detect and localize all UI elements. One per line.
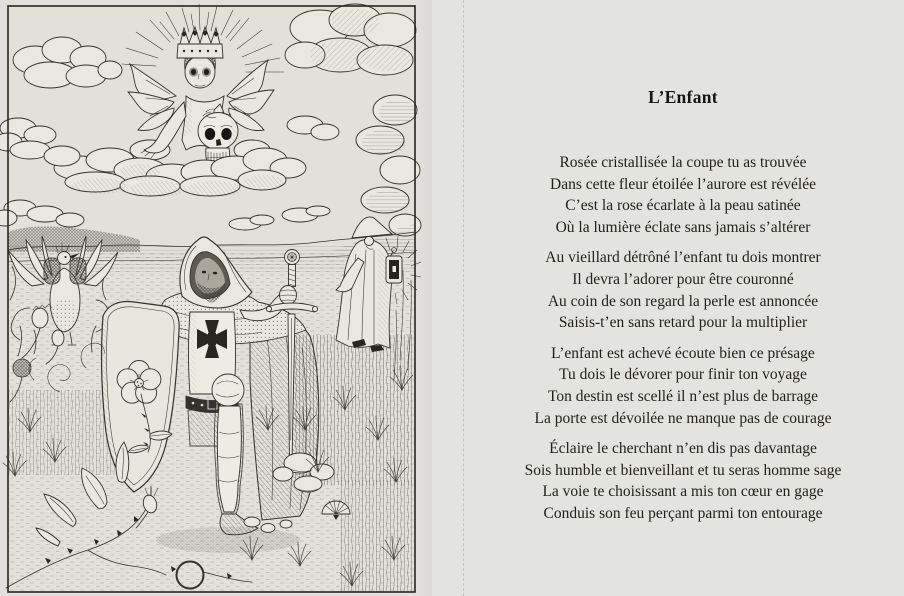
grass-icon	[340, 480, 415, 592]
poem-line: Tu dois le dévorer pour finir ton voyage	[559, 366, 807, 384]
knee-armor-icon	[212, 374, 244, 406]
stanza	[462, 438, 904, 524]
poem-line: L’enfant est achevé écoute bien ce présage	[551, 344, 815, 362]
greave-armor	[217, 406, 241, 512]
stanza	[462, 152, 904, 238]
poem-line: Ton destin est scellé il n’est plus de barrage	[547, 387, 819, 405]
poem-line: Il devra l’adorer pour être couronné	[572, 270, 794, 288]
poem-line: C’est la rose écarlate à la peau satinée	[565, 197, 801, 215]
engraving-illustration	[0, 0, 432, 596]
illustration-page	[0, 0, 432, 596]
poem-line: Au coin de son regard la perle est annoncée	[547, 292, 819, 310]
stanza	[462, 247, 904, 333]
poem-line: La porte est dévoilée ne manque pas de courage	[534, 409, 832, 427]
poem-block	[462, 0, 904, 534]
poem-page	[432, 0, 904, 596]
poem-line: Rosée cristallisée la coupe tu as trouvée	[559, 154, 807, 171]
poem-line: Éclaire le cherchant n’en dis pas davantage	[549, 440, 817, 458]
poem-title: L’Enfant	[648, 87, 718, 107]
poem-line: Sois humble et bienveillant et tu seras homme sage	[524, 461, 842, 479]
poem-line: Au vieillard détrôné l’enfant tu dois montrer	[545, 249, 821, 267]
poem-line: Où la lumière éclate sans jamais s’altérer	[555, 218, 811, 236]
stanza	[462, 343, 904, 429]
poem-line: Conduis son feu perçant parmi ton entourage	[543, 504, 823, 522]
knight-shadow	[156, 527, 300, 553]
poem-line: La voie te choisissant a mis ton cœur en gage	[542, 483, 824, 501]
poem-line: Dans cette fleur étoilée l’aurore est révélée	[550, 175, 816, 193]
poem-line: Saisis-t’en sans retard pour la multiplier	[558, 314, 808, 332]
